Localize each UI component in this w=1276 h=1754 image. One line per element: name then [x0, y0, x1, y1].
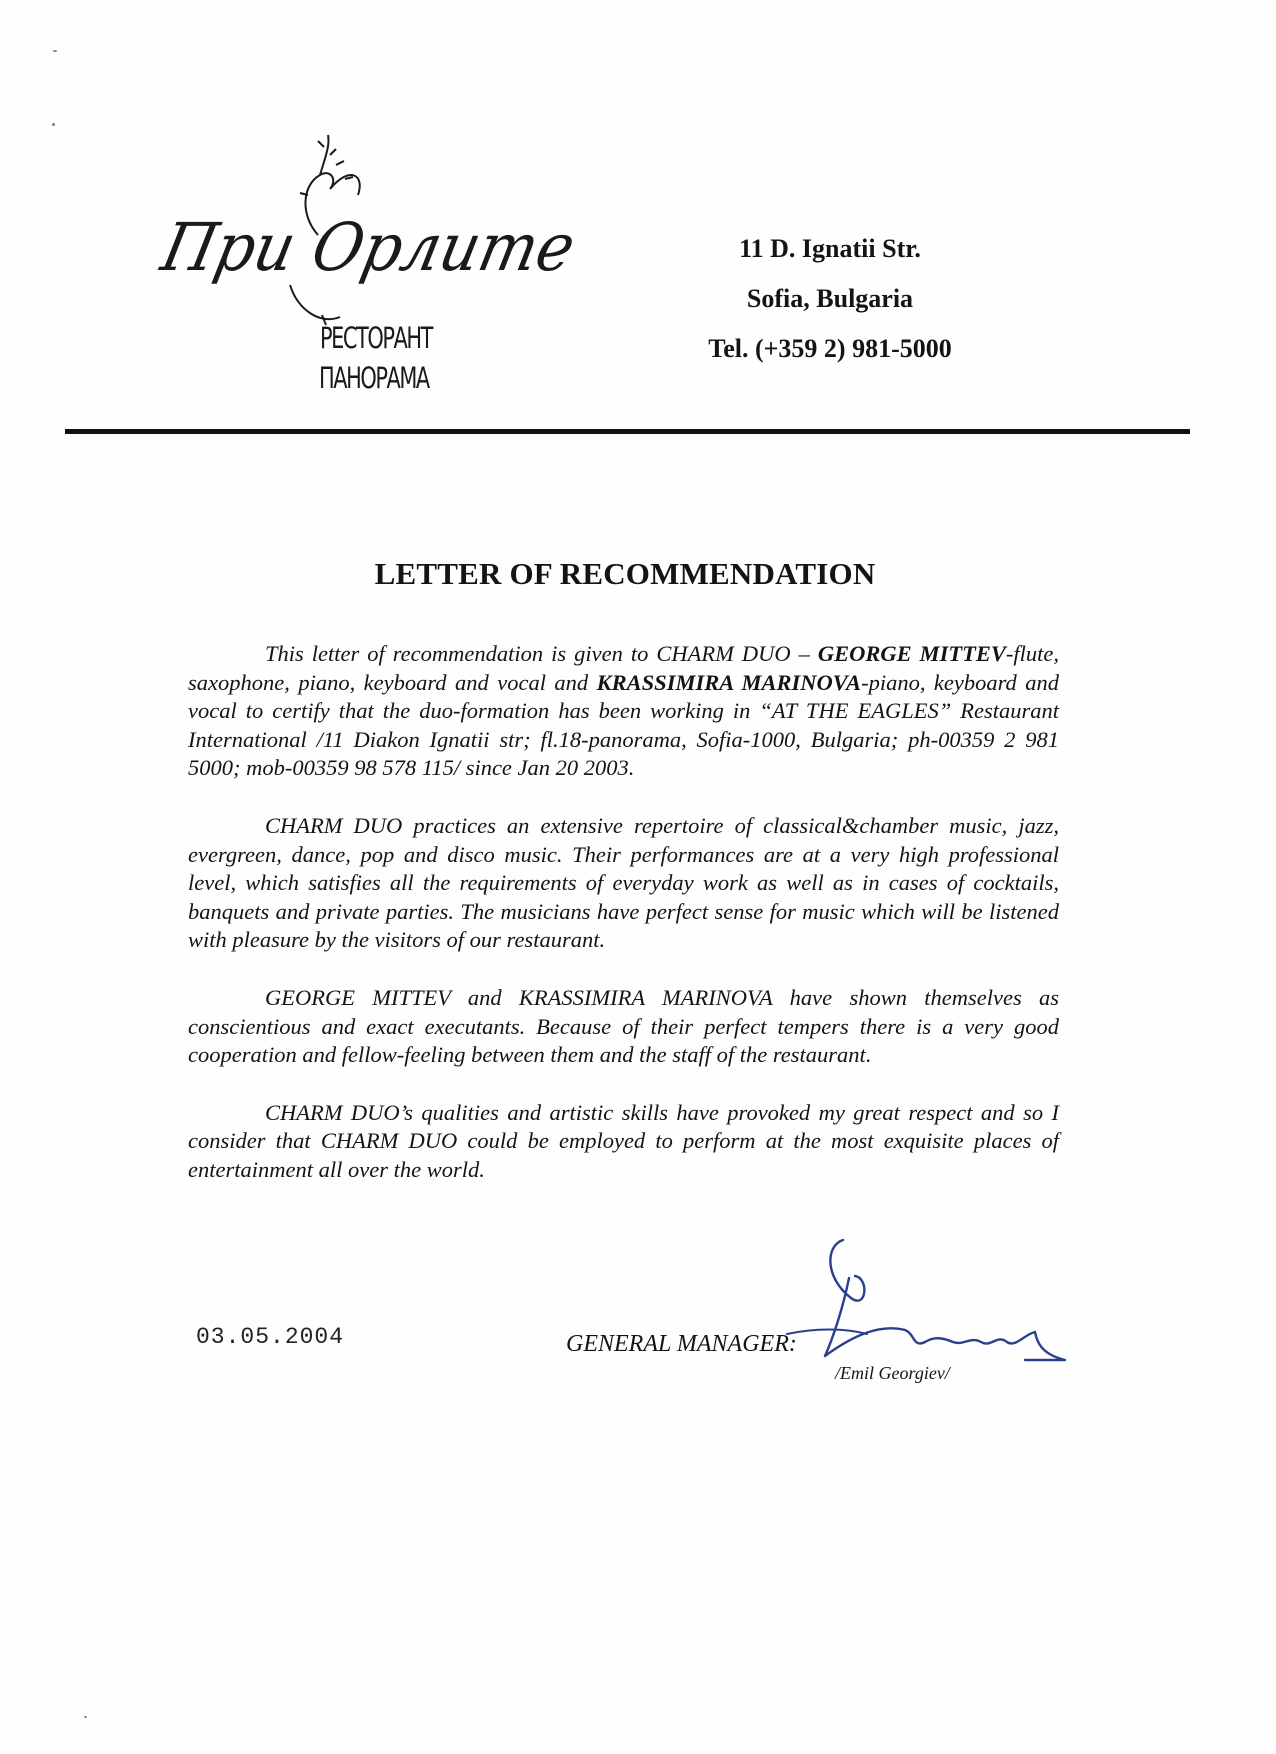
restaurant-logo	[155, 135, 582, 415]
paragraph-4: CHARM DUO’s qualities and artistic skills have provoked my great respect and so I consider that CHARM DUO could be employed to perform at the most exquisite places of entertainment all over the world.	[188, 1099, 1059, 1182]
logo-script-mark	[155, 135, 582, 335]
logo-ornament-tail	[290, 285, 340, 325]
logo-script-text: При Орлите	[155, 209, 582, 287]
scan-speck	[52, 123, 55, 126]
paragraph-1-intro: This letter of recommendation is given to CHARM DUO –	[265, 641, 818, 666]
name-george-mittev: GEORGE MITTEV	[817, 641, 1006, 666]
paragraph-2: CHARM DUO practices an extensive repertoire of classical&chamber music, jazz, evergreen, dance, pop and disco music. Their performances are at a very high professional level, which satisfies all the requirements of everyday work as well as in cases of cocktails, banquets and private parties. The musicians have perfect sense for music which will be listened with pleasure by the visitors of our restaurant.	[188, 812, 1059, 953]
handwritten-signature	[785, 1238, 1085, 1368]
logo-subtitle-line2: ПАНОРАМА	[319, 361, 429, 395]
letter-body	[188, 640, 1059, 1214]
scan-speck	[84, 1716, 87, 1718]
address-block	[640, 224, 1020, 374]
name-krassimira-marinova: KRASSIMIRA MARINOVA	[596, 669, 862, 695]
document-title: LETTER OF RECOMMENDATION	[374, 556, 876, 591]
address-street: 11 D. Ignatii Str.	[739, 234, 921, 263]
address-phone: Tel. (+359 2) 981-5000	[708, 334, 952, 363]
letter-date: 03.05.2004	[196, 1324, 345, 1350]
signatory-name: /Emil Georgiev/	[835, 1363, 950, 1383]
paragraph-1-rest: -piano, keyboard and vocal to certify that the duo-formation has been working in “AT THE EAGLES” Restaurant International /11 Diakon Ignatii str; fl.18-panorama, Sofia-1000, Bulgaria; ph-00359 2 981 5000; mob-00359 98 578 115/ since Jan 20 2003.	[188, 669, 1060, 781]
signatory-title: GENERAL MANAGER:	[566, 1331, 797, 1357]
letterhead-divider	[65, 429, 1190, 434]
paragraph-3: GEORGE MITTEV and KRASSIMIRA MARINOVA have shown themselves as conscientious and exact executants. Because of their perfect tempers there is a very good cooperation and fellow-feeling between them and the staff of the restaurant.	[188, 984, 1059, 1068]
address-city: Sofia, Bulgaria	[746, 284, 914, 313]
scan-speck	[53, 50, 57, 52]
paragraph-1	[188, 640, 1059, 783]
logo-subtitle-line1: РЕСТОРАНТ	[320, 321, 432, 355]
paragraph-1-instruments-george: -flute, saxophone, piano, keyboard and vocal and	[188, 641, 1059, 695]
